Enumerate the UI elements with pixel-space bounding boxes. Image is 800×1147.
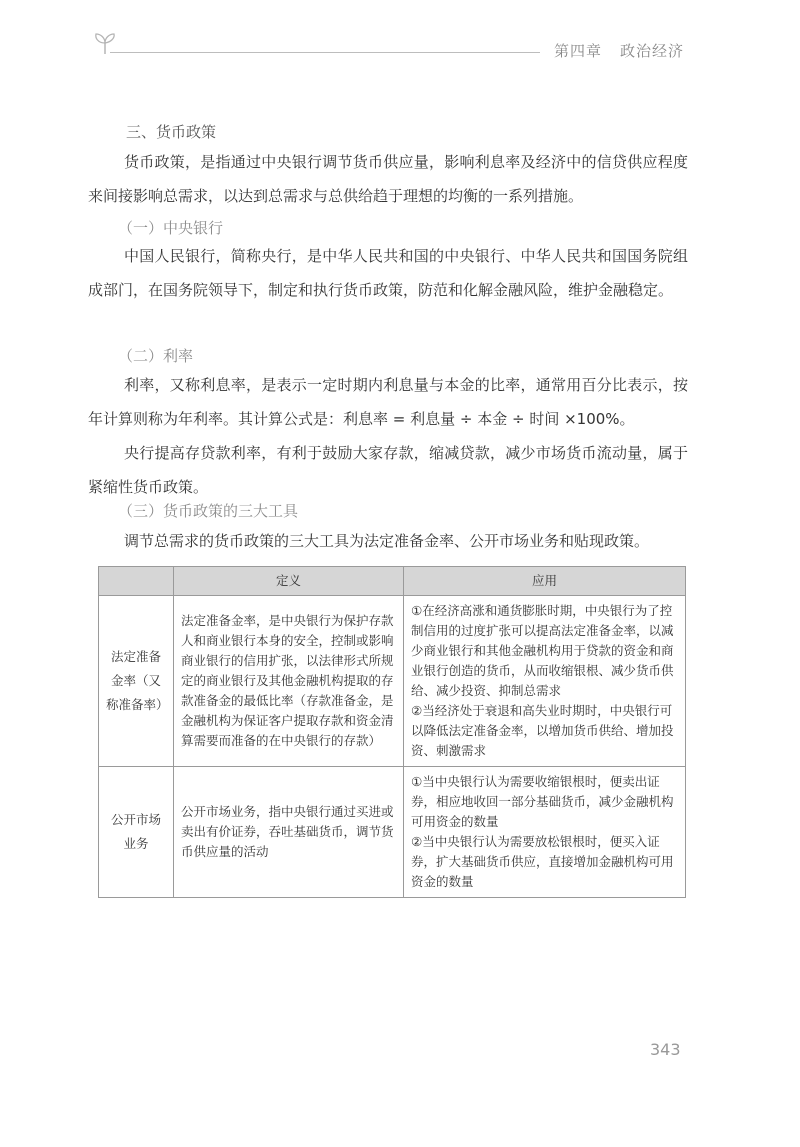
definition-cell: 公开市场业务，指中央银行通过买进或卖出有价证券，吞吐基础货币，调节货币供应量的活动	[174, 767, 404, 898]
subsection-title-three-tools: （三）货币政策的三大工具	[118, 502, 299, 520]
definition-cell: 法定准备金率，是中央银行为保护存款人和商业银行本身的安全，控制或影响商业银行的信用扩张，以法律形式所规定的商业银行及其他金融机构提取的存款准备金的最低比率（存款准备金，是金融机构为保证客户提取存款和资金清算需要而准备的在中央银行的存款）	[174, 596, 404, 767]
central-bank-paragraph: 中国人民银行，简称央行，是中华人民共和国的中央银行、中华人民共和国国务院组成部门，在国务院领导下，制定和执行货币政策，防范和化解金融风险，维护金融稳定。	[88, 247, 688, 299]
table-row	[99, 596, 686, 767]
table-header-cell	[99, 567, 174, 596]
application-item: ①当中央银行认为需要收缩银根时，便卖出证券，相应地收回一部分基础货币，减少金融机构可用资金的数量	[411, 774, 674, 829]
application-cell	[404, 596, 686, 767]
table-header-row	[99, 567, 686, 596]
term-cell: 法定准备金率（又称准备率）	[99, 596, 174, 767]
term-cell: 公开市场业务	[99, 767, 174, 898]
three-tools-paragraph: 调节总需求的货币政策的三大工具为法定准备金率、公开市场业务和贴现政策。	[124, 532, 650, 550]
subsection-title-interest-rate: （二）利率	[118, 347, 194, 365]
page-number: 343	[650, 1040, 681, 1059]
subsection-title-central-bank: （一）中央银行	[118, 219, 224, 237]
header-rule	[110, 52, 540, 53]
application-item: ①在经济高涨和通货膨胀时期，中央银行为了控制信用的过度扩张可以提高法定准备金率，以减少商业银行和其他金融机构用于贷款的资金和商业银行创造的货币，从而收缩银根、减少货币供给、减少投资、抑制总需求	[411, 603, 674, 698]
interest-rate-paragraph: 利率，又称利息率，是表示一定时期内利息量与本金的比率，通常用百分比表示，按年计算则称为年利率。其计算公式是：利息率 = 利息量 ÷ 本金 ÷ 时间 ×100%。	[88, 376, 688, 428]
policy-tools-table	[98, 566, 686, 898]
chapter-number: 第四章	[554, 42, 603, 60]
chapter-title: 政治经济	[620, 42, 685, 60]
table-row	[99, 767, 686, 898]
rate-policy-paragraph: 央行提高存贷款利率，有利于鼓励大家存款，缩减贷款，减少市场货币流动量，属于紧缩性货币政策。	[88, 444, 688, 496]
application-item: ②当中央银行认为需要放松银根时，便买入证券，扩大基础货币供应，直接增加金融机构可用资金的数量	[411, 834, 674, 889]
table-header-cell: 定义	[174, 567, 404, 596]
intro-paragraph: 货币政策，是指通过中央银行调节货币供应量，影响利息率及经济中的信贷供应程度来间接影响总需求，以达到总需求与总供给趋于理想的均衡的一系列措施。	[88, 153, 688, 205]
table-header-cell: 应用	[404, 567, 686, 596]
section-title: 三、货币政策	[126, 123, 217, 141]
application-item: ②当经济处于衰退和高失业时期时，中央银行可以降低法定准备金率，以增加货币供给、增加投资、刺激需求	[411, 703, 674, 758]
application-cell	[404, 767, 686, 898]
chapter-header	[554, 40, 684, 61]
